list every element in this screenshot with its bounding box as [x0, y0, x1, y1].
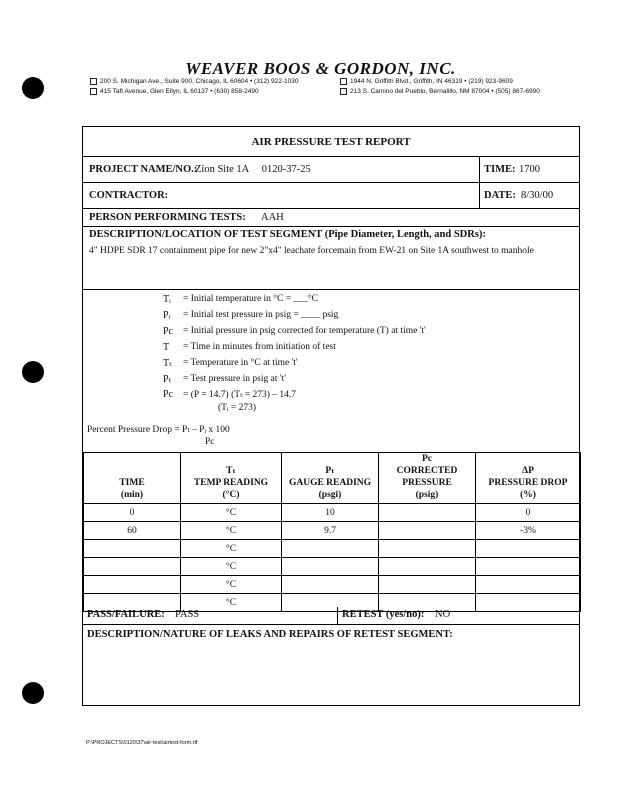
column-header: Pc CORRECTED PRESSURE (psig)	[379, 453, 476, 504]
table-row: °C	[84, 594, 581, 612]
project-row	[83, 157, 579, 183]
project-label: PROJECT NAME/NO.:	[89, 164, 198, 175]
table-row: °C	[84, 540, 581, 558]
column-header: Tₜ TEMP READING (°C)	[181, 453, 282, 504]
legend-text: = Test pressure in psig at 't'	[183, 374, 286, 384]
legend-text: = (P = 14.7) (Tₜ = 273) – 14.7	[183, 390, 297, 400]
time-label: TIME:	[484, 164, 516, 175]
test-report-form	[82, 126, 580, 706]
column-header: TIME (min)	[84, 453, 181, 504]
legend-symbol: Pc	[163, 389, 173, 400]
address-line: 200 S. Michigan Ave., Suite 900, Chicago, IL 60604 • (312) 922-1030	[90, 78, 299, 85]
pass-label: PASS/FAILURE:	[87, 609, 165, 620]
legend-symbol: Tₜ	[163, 358, 172, 369]
description-label: DESCRIPTION/LOCATION OF TEST SEGMENT (Pipe Diameter, Length, and SDRs):	[89, 229, 486, 240]
project-value: Zion Site 1A 0120-37-25	[195, 164, 311, 175]
legend-text: = Initial test pressure in psig = ____ psig	[183, 310, 339, 320]
retest-label: RETEST (yes/no):	[342, 609, 425, 620]
percent-drop-formula: Percent Pressure Drop = Pₜ – Pᵢ x 100	[87, 425, 230, 435]
legend-text: = Temperature in °C at time 't'	[183, 358, 298, 368]
legend-symbol: Pc	[163, 326, 173, 337]
file-path-footer: P:\PROJECTS\0120\37\air-test\airtest-form.rtf	[86, 740, 198, 746]
table-row: °C	[84, 558, 581, 576]
pass-value: PASS	[175, 609, 200, 620]
column-header: Pₜ GAUGE READING (psgi)	[282, 453, 379, 504]
description-section	[83, 227, 579, 289]
table-row: 0 °C 10 0	[84, 504, 581, 522]
percent-drop-denominator: Pc	[205, 437, 215, 447]
legend-text: = Initial temperature in °C = ___°C	[183, 294, 318, 304]
person-row	[83, 209, 579, 227]
binder-hole	[22, 682, 44, 704]
date-label: DATE:	[484, 190, 516, 201]
readings-table	[83, 452, 581, 612]
retest-value: NO	[435, 609, 451, 620]
legend-text: = Initial pressure in psig corrected for temperature (T) at time 't'	[183, 326, 426, 336]
legend-symbol: Tᵢ	[163, 294, 171, 305]
person-value: AAH	[261, 212, 284, 223]
description-value: 4" HDPE SDR 17 containment pipe for new 2"x4" leachate forcemain from EW-21 on Site 1A southwest to manhole	[89, 246, 534, 256]
date-value: 8/30/00	[521, 190, 554, 201]
legend-text: = Time in minutes from initiation of test	[183, 342, 336, 352]
company-name: WEAVER BOOS & GORDON, INC.	[185, 59, 456, 78]
binder-hole	[22, 361, 44, 383]
column-header: ΔP PRESSURE DROP (%)	[476, 453, 581, 504]
time-value: 1700	[519, 164, 540, 175]
leaks-label: DESCRIPTION/NATURE OF LEAKS AND REPAIRS OF RETEST SEGMENT:	[87, 629, 453, 640]
legend-symbol: Pᵢ	[163, 310, 171, 321]
address-line: 1944 N. Griffith Blvd., Griffith, IN 46319 • (219) 923-9609	[340, 78, 513, 85]
contractor-label: CONTRACTOR:	[89, 190, 169, 201]
table-header-row	[84, 453, 581, 504]
contractor-row	[83, 183, 579, 209]
form-title: AIR PRESSURE TEST REPORT	[83, 127, 579, 157]
pass-fail-row	[83, 607, 579, 625]
address-line: 213 S. Camino del Pueblo, Bernalillo, NM 87004 • (505) 867-6990	[340, 88, 540, 95]
legend-symbol: Pₜ	[163, 374, 172, 385]
person-label: PERSON PERFORMING TESTS:	[89, 212, 246, 223]
legend-text: (Tᵢ = 273)	[218, 403, 257, 413]
table-row: 60 °C 9.7 -3%	[84, 522, 581, 540]
table-row: °C	[84, 576, 581, 594]
address-line: 415 Taft Avenue, Glen Ellyn, IL 60137 • (630) 858-2490	[90, 88, 259, 95]
binder-hole	[22, 77, 44, 99]
legend-symbol: T	[163, 342, 170, 353]
